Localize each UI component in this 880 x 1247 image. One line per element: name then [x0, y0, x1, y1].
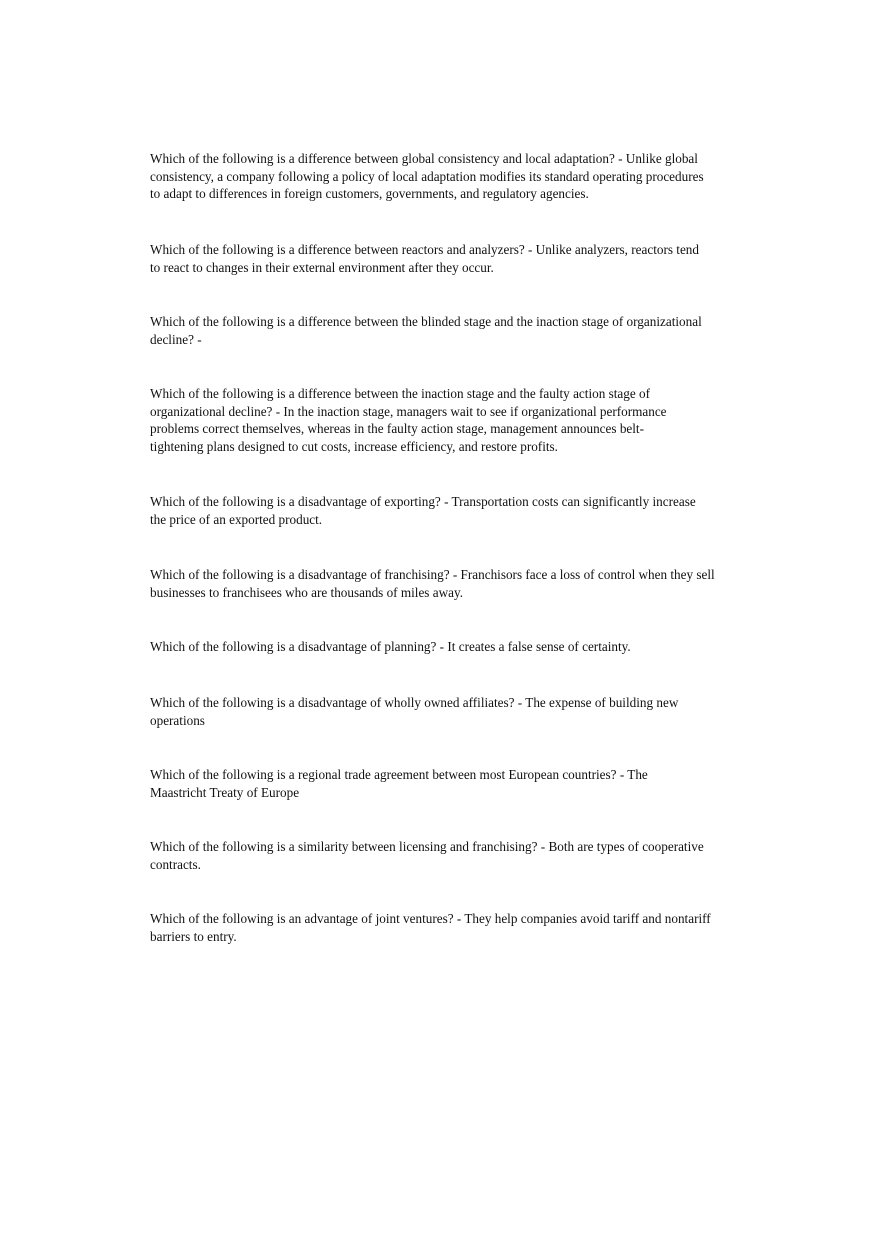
qa-item: Which of the following is a disadvantage of planning? - It creates a false sense of certainty.	[150, 639, 631, 654]
qa-item: Which of the following is a disadvantage of franchising? - Franchisors face a loss of control when they sell businesses to franchisees who are thousands of miles away.	[150, 567, 715, 600]
qa-item: Which of the following is a regional trade agreement between most European countries? - The Maastricht Treaty of Europe	[150, 767, 648, 800]
qa-item: Which of the following is a difference between reactors and analyzers? - Unlike analyzers, reactors tend to react to changes in their external environment after they occur.	[150, 242, 699, 275]
qa-item: Which of the following is a difference between the blinded stage and the inaction stage of organizational decline? -	[150, 314, 702, 347]
qa-item: Which of the following is a difference between the inaction stage and the faulty action stage of organizational decline? - In the inaction stage, managers wait to see if organizational performance problems correct themselves, whereas in the faulty action stage, management announces belt- tightening plans designed to cut costs, increase efficiency, and restore profits.	[150, 386, 667, 454]
qa-item: Which of the following is a similarity between licensing and franchising? - Both are types of cooperative contracts.	[150, 839, 704, 872]
qa-item: Which of the following is a disadvantage of exporting? - Transportation costs can significantly increase the price of an exported product.	[150, 494, 696, 527]
qa-item: Which of the following is an advantage of joint ventures? - They help companies avoid tariff and nontariff barriers to entry.	[150, 911, 711, 944]
qa-item: Which of the following is a disadvantage of wholly owned affiliates? - The expense of building new operations	[150, 695, 679, 728]
qa-item: Which of the following is a difference between global consistency and local adaptation? - Unlike global consistency, a company following a policy of local adaptation modifies its standard operating procedures to adapt to differences in foreign customers, governments, and regulatory agencies.	[150, 151, 704, 202]
